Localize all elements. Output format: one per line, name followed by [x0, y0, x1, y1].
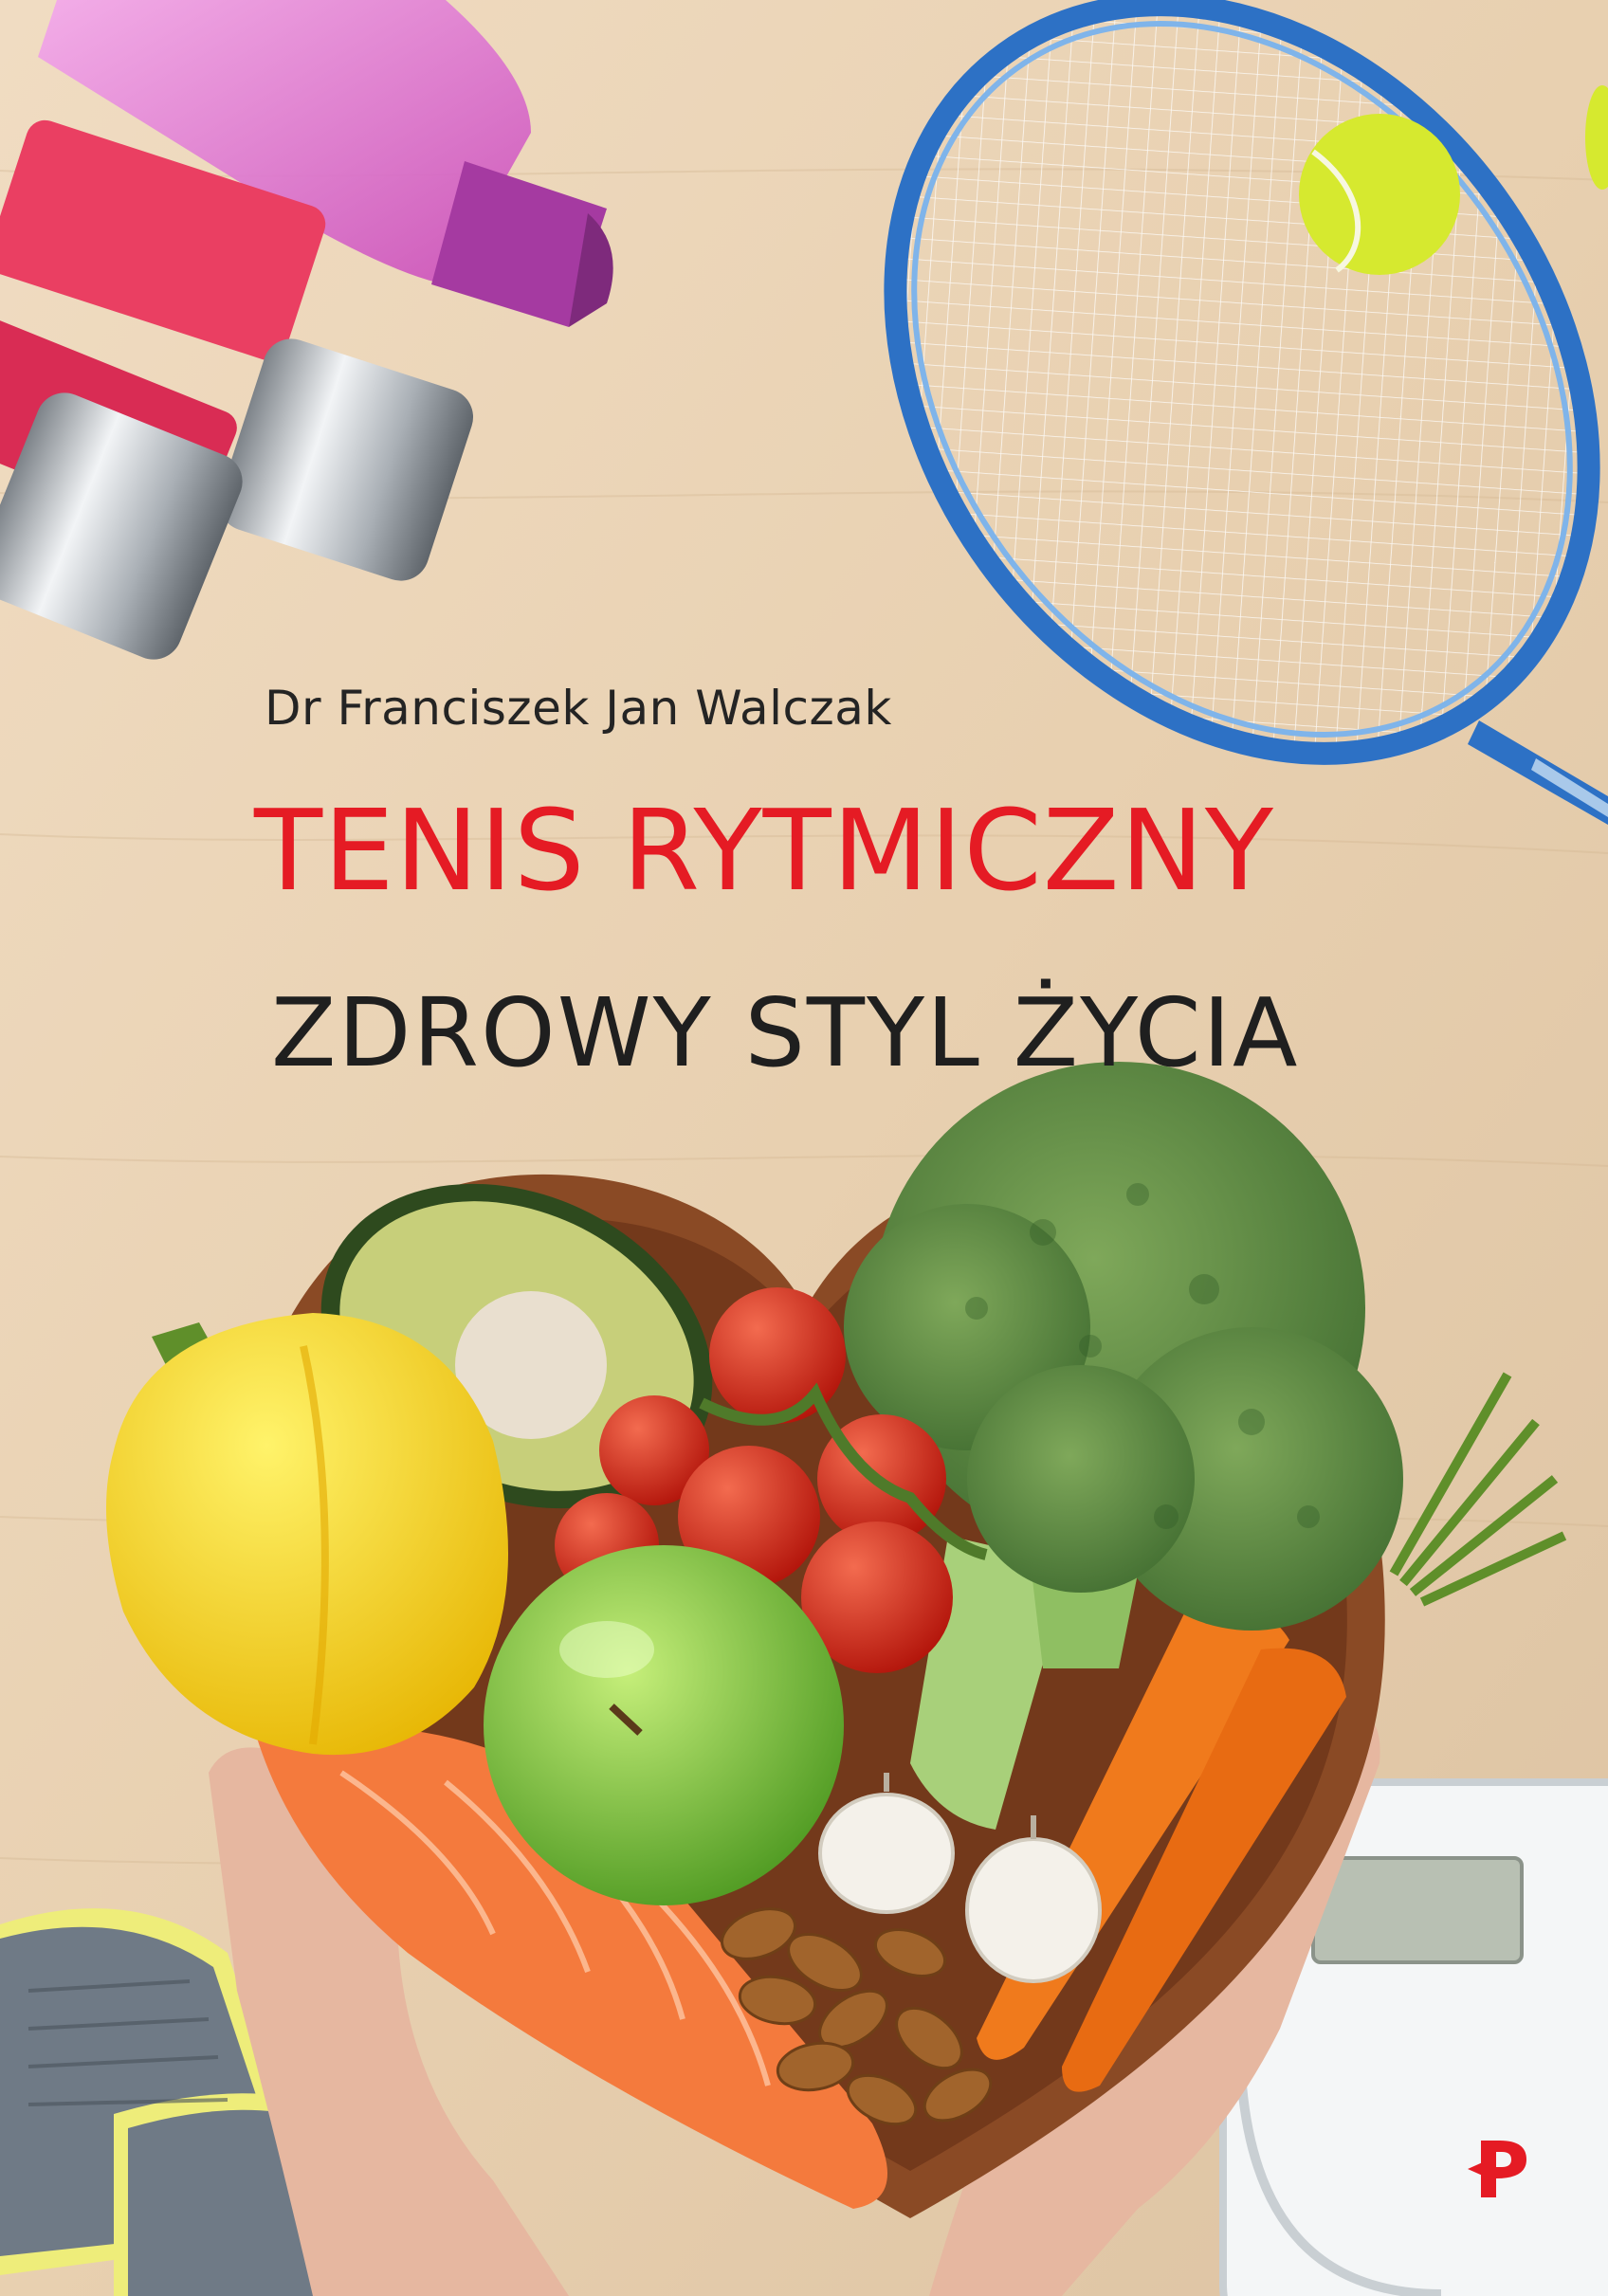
tennis-ball — [1299, 114, 1460, 275]
book-subtitle: ZDROWY STYL ŻYCIA — [271, 977, 1300, 1088]
book-title: TENIS RYTMICZNY — [254, 785, 1274, 916]
author-name: Dr Franciszek Jan Walczak — [265, 681, 892, 736]
green-apple — [484, 1545, 844, 1905]
